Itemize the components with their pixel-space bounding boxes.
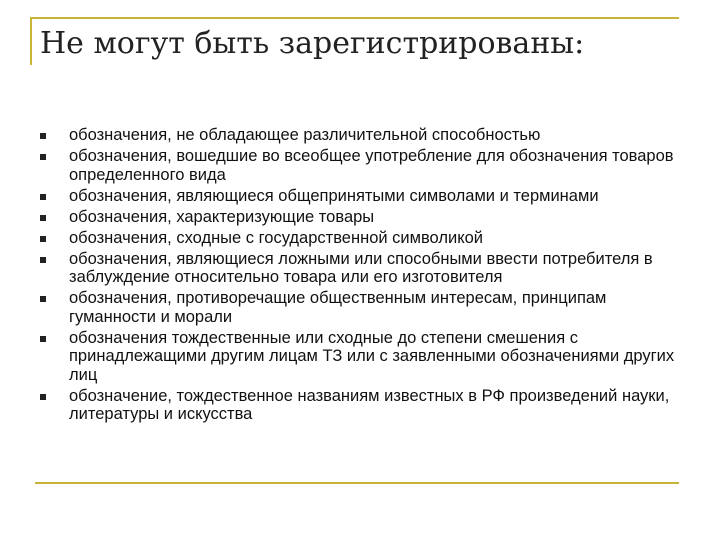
title-frame-top-line	[30, 17, 679, 19]
slide-title: Не могут быть зарегистрированы:	[40, 26, 585, 61]
list-item	[38, 229, 678, 247]
list-item-text: обозначения, являющиеся ложными или способными ввести потребителя в заблуждение относительно товара или его изготовителя	[69, 249, 653, 287]
list-item-text: обозначения, характеризующие товары	[69, 207, 375, 226]
square-bullet-icon	[40, 194, 46, 200]
list-item-text: обозначение, тождественное названиям известных в РФ произведений науки, литературы и искусства	[69, 386, 670, 424]
square-bullet-icon	[40, 215, 46, 221]
list-item	[38, 147, 678, 184]
list-item-text: обозначения, вошедшие во всеобщее употребление для обозначения товаров определенного вида	[69, 147, 674, 184]
list-item	[38, 208, 678, 226]
square-bullet-icon	[40, 133, 46, 139]
list-item	[38, 387, 678, 424]
list-item	[38, 126, 678, 144]
bullet-list	[38, 126, 678, 426]
square-bullet-icon	[40, 154, 46, 160]
square-bullet-icon	[40, 336, 46, 342]
list-item	[38, 329, 678, 384]
list-item-text: обозначения, не обладающее различительной способностью	[69, 126, 541, 144]
title-frame-left-line	[30, 17, 32, 65]
list-item	[38, 250, 678, 287]
square-bullet-icon	[40, 236, 46, 242]
square-bullet-icon	[40, 296, 46, 302]
square-bullet-icon	[40, 257, 46, 263]
list-item-text: обозначения, противоречащие общественным интересам, принципам гуманности и морали	[69, 289, 607, 326]
content-frame-bottom-line	[35, 482, 679, 484]
list-item	[38, 289, 678, 326]
list-item-text: обозначения, сходные с государственной символикой	[69, 228, 484, 247]
list-item	[38, 187, 678, 205]
list-item-text: обозначения, являющиеся общепринятыми символами и терминами	[69, 186, 599, 205]
list-item-text: обозначения тождественные или сходные до степени смешения с принадлежащими другим лицам ТЗ или с заявленными обозначениями других лиц	[69, 328, 675, 384]
square-bullet-icon	[40, 394, 46, 400]
